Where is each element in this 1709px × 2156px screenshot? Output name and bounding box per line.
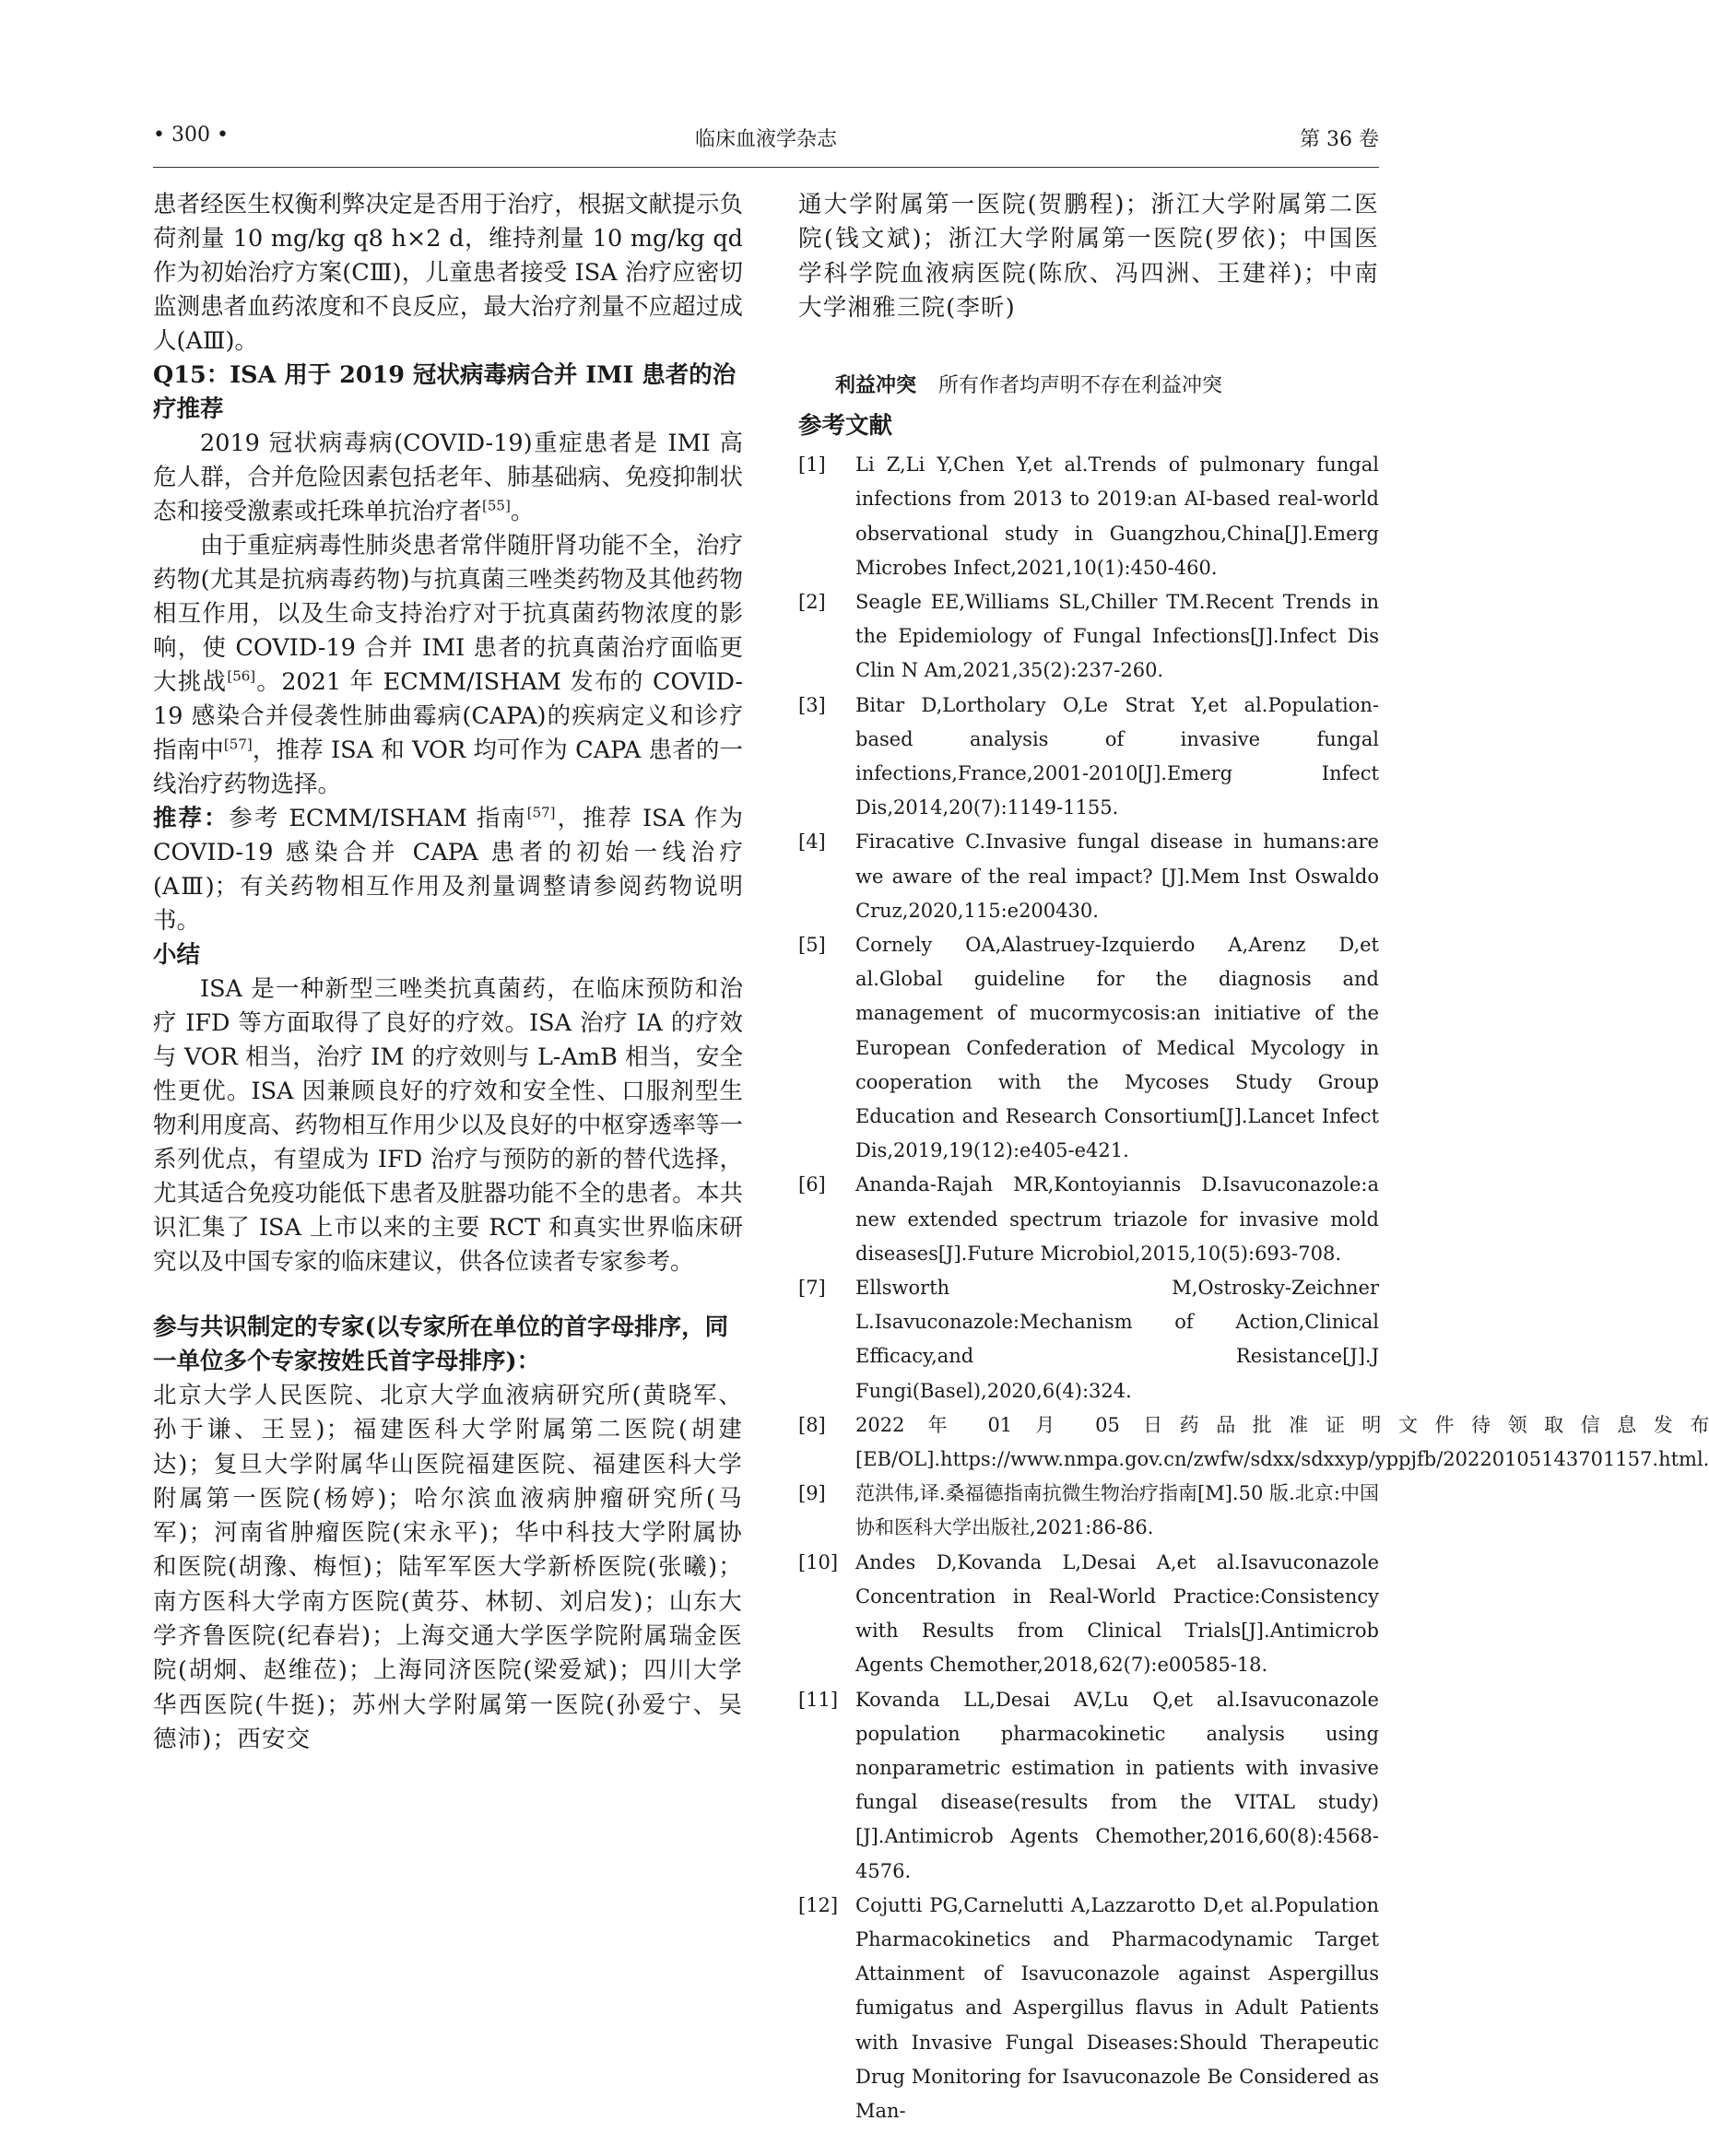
reference-item: [12] Cojutti PG,Carnelutti A,Lazzarotto D,et al.Population Pharmacokinetics and Pharmacodynamic Target Attainment of Isavuconazole against Aspergillus fumigatus and Aspergillus flavus in Adult Patients with Invasive Fungal Diseases:Should Therapeutic Drug Monitoring for Isavuconazole Be Considered as Man-: [798, 1893, 1379, 2122]
reference-item: [2] Seagle EE,Williams SL,Chiller TM.Recent Trends in the Epidemiology of Fungal Infections[J].Infect Dis Clin N Am,2021,35(2):237-260.: [798, 591, 1379, 682]
paragraph-covid-risk: 2019 冠状病毒病(COVID-19)重症患者是 IMI 高危人群，合并危险因素包括老年、肺基础病、免疫抑制状态和接受激素或托珠单抗治疗者[55]。: [153, 430, 743, 525]
journal-title: 临床血液学杂志: [694, 128, 837, 151]
paragraph-dosage: 患者经医生权衡利弊决定是否用于治疗，根据文献提示负荷剂量 10 mg/kg q8 h×2 d，维持剂量 10 mg/kg qd作为初始治疗方案(CⅢ)，儿童患者接受 ISA 治疗应密切监测患者血药浓度和不良反应，最大治疗剂量不应超过成人(AⅢ)。: [153, 191, 743, 355]
reference-item: [9] 范洪伟,译.桑福德指南抗微生物治疗指南[M].50 版.北京:中国协和医科大学出版社,2021:86-86.: [798, 1482, 1379, 1539]
experts-list: 北京大学人民医院、北京大学血液病研究所(黄晓军、孙于谦、王昱)；福建医科大学附属第二医院(胡建达)；复旦大学附属华山医院福建医院、福建医科大学附属第一医院(杨婷)；哈尔滨血液病肿瘤研究所(马军)；河南省肿瘤医院(宋永平)；华中科技大学附属协和医院(胡豫、梅恒)；陆军军医大学新桥医院(张曦)；南方医科大学南方医院(黄芬、林韧、刘启发)；山东大学齐鲁医院(纪春岩)；上海交通大学医学院附属瑞金医院(胡炯、赵维莅)；上海同济医院(梁爱斌)；四川大学华西医院(牛挺)；苏州大学附属第一医院(孙爱宁、吴德沛)；西安交: [153, 1382, 743, 1753]
references-heading: 参考文献: [798, 412, 893, 441]
reference-item: [3] Bitar D,Lortholary O,Le Strat Y,et al.Population-based analysis of invasive fungal infections,France,2001-2010[J].Emerg Infect Dis,2014,20(7):1149-1155.: [798, 693, 1379, 819]
reference-item: [6] Ananda-Rajah MR,Kontoyiannis D.Isavuconazole:a new extended spectrum triazole for invasive mold diseases[J].Future Microbiol,2015,10(5):693-708.: [798, 1173, 1379, 1265]
reference-item: [1] Li Z,Li Y,Chen Y,et al.Trends of pulmonary fungal infections from 2013 to 2019:an AI-based real-world observational study in Guangzhou,China[J].Emerg Microbes Infect,2021,10(1):450-460.: [798, 454, 1379, 579]
coi-label: 利益冲突: [835, 373, 917, 398]
experts-heading: 参与共识制定的专家(以专家所在单位的首字母排序，同一单位多个专家按姓氏首字母排序)：: [153, 1314, 729, 1375]
paragraph-covid-challenge: 由于重症病毒性肺炎患者常伴随肝肾功能不全，治疗药物(尤其是抗病毒药物)与抗真菌三唑类药物及其他药物相互作用，以及生命支持治疗对于抗真菌药物浓度的影响，使 COVID-19 合并 IMI 患者的抗真菌治疗面临更大挑战[56]。2021 年 ECMM/ISHAM 发布的 COVID-19 感染合并侵袭性肺曲霉病(CAPA)的疾病定义和诊疗指南中[57]，推荐 ISA 和 VOR 均可作为 CAPA 患者的一线治疗药物选择。: [153, 532, 743, 798]
coi-text: 所有作者均声明不存在利益冲突: [938, 374, 1223, 398]
recommendation: 推荐：参考 ECMM/ISHAM 指南[57]，推荐 ISA 作为 COVID-19 感染合并 CAPA 患者的初始一线治疗(AⅢ)；有关药物相互作用及剂量调整请参阅药物说明书。: [153, 804, 743, 935]
right-column: [798, 188, 1709, 2128]
header-rule: [153, 167, 1379, 168]
citation-57[interactable]: [57]: [223, 736, 253, 753]
reference-item: [5] Cornely OA,Alastruey-Izquierdo A,Arenz D,et al.Global guideline for the diagnosis and management of mucormycosis:an initiative of the European Confederation of Medical Mycology in cooperation with the Mycoses Study Group Education and Research Consortium[J].Lancet Infect Dis,2019,19(12):e405-e421.: [798, 934, 1379, 1162]
reference-item: [7] Ellsworth M,Ostrosky-Zeichner L.Isavuconazole:Mechanism of Action,Clinical Efficacy,and Resistance[J].J Fungi(Basel),2020,6(4):324.: [798, 1277, 1379, 1402]
volume-label: 第 36 卷: [1300, 128, 1379, 151]
left-column: [153, 188, 743, 1757]
citation-56[interactable]: [56]: [227, 667, 256, 685]
reference-item: [8] 2022 年 01 月 05 日药品批准证明文件待领取信息发布[EB/OL].https://www.nmpa.gov.cn/zwfw/sdxx/sdxxyp/yppjfb/20220105143701157.html.: [798, 1413, 1709, 1471]
conflict-of-interest: [835, 370, 1379, 402]
summary-paragraph: ISA 是一种新型三唑类抗真菌药，在临床预防和治疗 IFD 等方面取得了良好的疗效。ISA 治疗 IA 的疗效与 VOR 相当，治疗 IM 的疗效则与 L-AmB 相当，安全性更优。ISA 因兼顾良好的疗效和安全性、口服剂型生物利用度高、药物相互作用少以及良好的中枢穿透率等一系列优点，有望成为 IFD 治疗与预防的新的替代选择，尤其适合免疫功能低下患者及脏器功能不全的患者。本共识汇集了 ISA 上市以来的主要 RCT 和真实世界临床研究以及中国专家的临床建议，供各位读者专家参考。: [153, 975, 743, 1276]
reference-list: [798, 448, 1709, 2128]
citation-55[interactable]: [55]: [482, 497, 511, 514]
running-header: [153, 124, 1379, 160]
page-number: • 300 •: [153, 124, 229, 147]
reference-item: [4] Firacative C.Invasive fungal disease in humans:are we aware of the real impact? [J].Mem Inst Oswaldo Cruz,2020,115:e200430.: [798, 831, 1379, 922]
citation-57b[interactable]: [57]: [526, 804, 556, 821]
reference-item: [11] Kovanda LL,Desai AV,Lu Q,et al.Isavuconazole population pharmacokinetic analysis using nonparametric estimation in patients with invasive fungal disease(results from the VITAL study)[J].Antimicrob Agents Chemother,2016,60(8):4568-4576.: [798, 1688, 1379, 1882]
reference-item: [10] Andes D,Kovanda L,Desai A,et al.Isavuconazole Concentration in Real-World Practice:Consistency with Results from Clinical Trials[J].Antimicrob Agents Chemother,2018,62(7):e00585-18.: [798, 1550, 1379, 1677]
experts-list-continued: 通大学附属第一医院(贺鹏程)；浙江大学附属第二医院(钱文斌)；浙江大学附属第一医院(罗依)；中国医学科学院血液病医院(陈欣、冯四洲、王建祥)；中南大学湘雅三院(李昕): [798, 191, 1379, 322]
summary-heading: 小结: [153, 941, 201, 969]
recommendation-label: 推荐：: [153, 805, 230, 832]
q15-heading: Q15：ISA 用于 2019 冠状病毒病合并 IMI 患者的治疗推荐: [153, 361, 737, 423]
